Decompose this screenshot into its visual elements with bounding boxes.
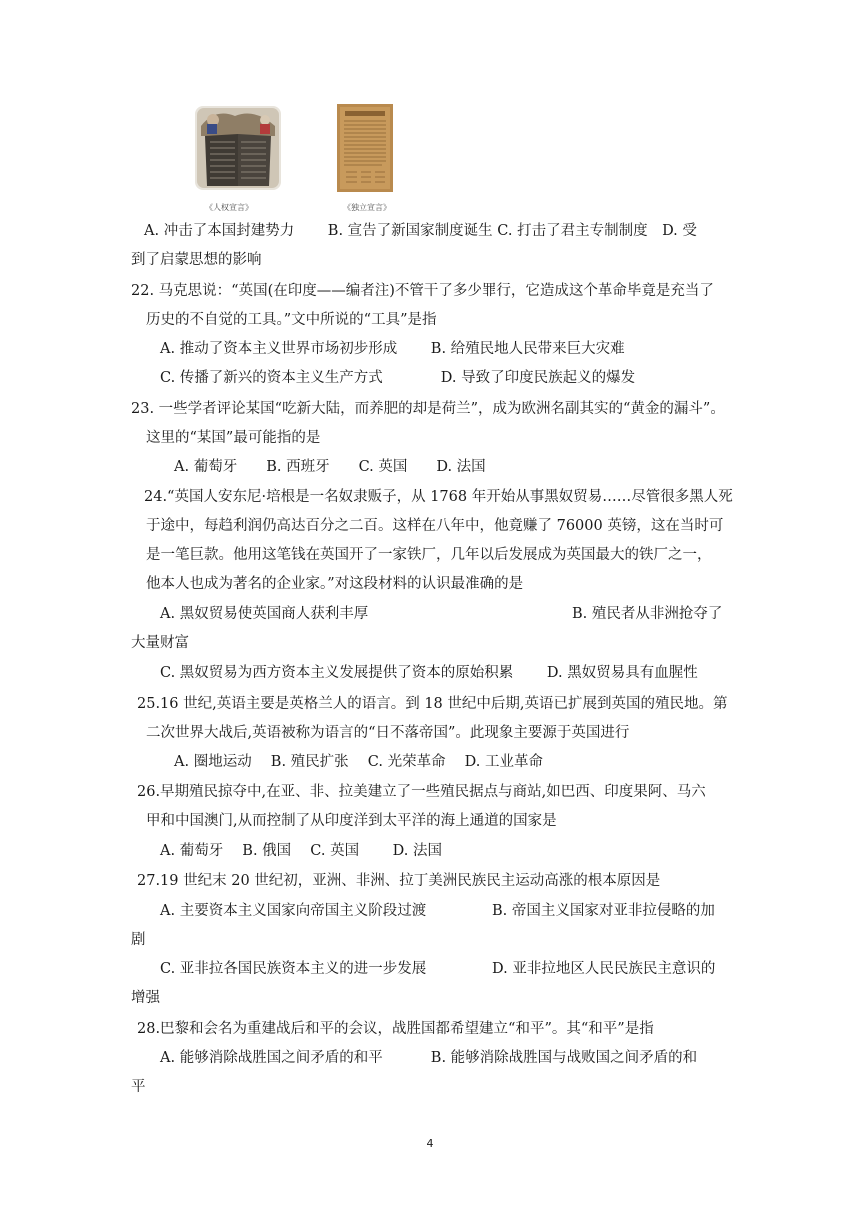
q25-stem: 25.16 世纪,英语主要是英格兰人的语言。到 18 世纪中后期,英语已扩展到英国的殖民地。第 [137,696,728,712]
q24-stem-cont-2: 是一笔巨款。他用这笔钱在英国开了一家铁厂，几年以后发展成为英国最大的铁厂之一， [146,547,712,563]
q21-options-line: A. 冲击了本国封建势力 B. 宣告了新国家制度诞生 C. 打击了君主专制制度 D. 受 [144,223,697,239]
q24-option-b: B. 殖民者从非洲抢夺了 [572,606,723,622]
figure-caption-rights: 《人权宣言》 [205,203,253,212]
q27-option-c: C. 亚非拉各国民族资本主义的进一步发展 [160,961,427,977]
q23-stem-cont: 这里的“某国”最可能指的是 [146,430,321,446]
q24-option-a: A. 黑奴贸易使英国商人获利丰厚 [160,606,369,622]
q26-options: A. 葡萄牙 B. 俄国 C. 英国 D. 法国 [160,843,443,859]
q27-option-b: B. 帝国主义国家对亚非拉侵略的加 [492,903,715,919]
q24-stem: 24.“英国人安东尼·培根是一名奴隶贩子，从 1768 年开始从事黑奴贸易……尽管很多黑人死 [144,489,733,505]
q27-stem: 27.19 世纪末 20 世纪初，亚洲、非洲、拉丁美洲民族民主运动高涨的根本原因是 [137,873,661,889]
q27-option-b-wrap: 剧 [131,932,146,948]
q28-stem: 28.巴黎和会名为重建战后和平的会议，战胜国都希望建立“和平”。其“和平”是指 [137,1021,654,1037]
q22-stem-cont: 历史的不自觉的工具。”文中所说的“工具”是指 [146,312,437,328]
q22-options-ab: A. 推动了资本主义世界市场初步形成 B. 给殖民地人民带来巨大灾难 [160,341,625,357]
q23-options: A. 葡萄牙 B. 西班牙 C. 英国 D. 法国 [174,459,486,475]
q24-option-b-wrap: 大量财富 [131,635,189,651]
q24-stem-cont-1: 于途中，每趋利润仍高达百分之二百。这样在八年中，他竟赚了 76000 英镑，这在当时可 [146,518,724,534]
q26-stem: 26.早期殖民掠夺中,在亚、非、拉美建立了一些殖民据点与商站,如巴西、印度果阿、马六 [137,784,706,800]
q23-stem: 23. 一些学者评论某国“吃新大陆，而养肥的却是荷兰”，成为欧洲名副其实的“黄金的漏斗”。 [131,401,725,417]
q24-options-cd: C. 黑奴贸易为西方资本主义发展提供了资本的原始积累 D. 黑奴贸易具有血腥性 [160,665,698,681]
page-number: 4 [426,1137,434,1150]
q24-stem-cont-3: 他本人也成为著名的企业家。”对这段材料的认识最准确的是 [146,576,524,592]
q27-option-d: D. 亚非拉地区人民民族民主意识的 [492,961,716,977]
q21-options-wrap: 到了启蒙思想的影响 [131,252,262,268]
q26-stem-cont: 甲和中国澳门,从而控制了从印度洋到太平洋的海上通道的国家是 [146,813,557,829]
q28-option-b-wrap: 平 [131,1079,146,1095]
q27-option-a: A. 主要资本主义国家向帝国主义阶段过渡 [160,903,427,919]
q28-options-ab: A. 能够消除战胜国之间矛盾的和平 B. 能够消除战胜国与战败国之间矛盾的和 [160,1050,698,1066]
q22-stem: 22. 马克思说：“英国(在印度——编者注)不管干了多少罪行，它造成这个革命毕竟是充当了 [131,283,714,299]
q22-options-cd: C. 传播了新兴的资本主义生产方式 D. 导致了印度民族起义的爆发 [160,370,636,386]
q25-options: A. 圈地运动 B. 殖民扩张 C. 光荣革命 D. 工业革命 [174,754,544,770]
q27-option-d-wrap: 增强 [131,990,160,1006]
declaration-of-independence-image [337,104,393,192]
q25-stem-cont: 二次世界大战后,英语被称为语言的“日不落帝国”。此现象主要源于英国进行 [146,725,630,741]
declaration-of-rights-image [195,106,281,190]
figure-caption-independence: 《独立宣言》 [343,203,391,212]
